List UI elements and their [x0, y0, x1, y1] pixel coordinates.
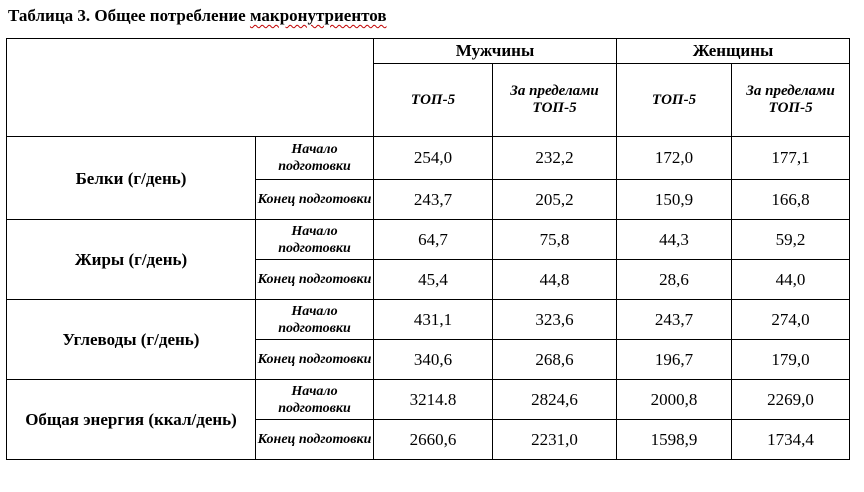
table-cell: 196,7: [617, 340, 732, 380]
row-label-proteins: Белки (г/день): [7, 137, 256, 220]
table-cell: 44,0: [732, 260, 850, 300]
stage-start: Начало подготовки: [256, 220, 374, 260]
row-label-fats: Жиры (г/день): [7, 220, 256, 300]
caption-prefix: Таблица 3. Общее потребление: [8, 6, 250, 25]
table-cell: 2824,6: [493, 380, 617, 420]
table-cell: 166,8: [732, 180, 850, 220]
table-cell: 59,2: [732, 220, 850, 260]
table-cell: 1734,4: [732, 420, 850, 460]
table-cell: 274,0: [732, 300, 850, 340]
row-label-total-energy: Общая энергия (ккал/день): [7, 380, 256, 460]
table-cell: 243,7: [617, 300, 732, 340]
stage-end: Конец подготовки: [256, 420, 374, 460]
stage-start: Начало подготовки: [256, 380, 374, 420]
table-cell: 44,3: [617, 220, 732, 260]
table-cell: 232,2: [493, 137, 617, 180]
caption-underlined-word: макронутриентов: [249, 6, 387, 25]
table-cell: 179,0: [732, 340, 850, 380]
header-group-men: Мужчины: [374, 39, 617, 64]
stage-start: Начало подготовки: [256, 300, 374, 340]
table-cell: 150,9: [617, 180, 732, 220]
table-cell: 44,8: [493, 260, 617, 300]
table-cell: 2660,6: [374, 420, 493, 460]
macronutrient-table: [6, 38, 850, 460]
table-cell: 177,1: [732, 137, 850, 180]
table-cell: 2269,0: [732, 380, 850, 420]
header-women-top5: ТОП-5: [617, 64, 732, 137]
table-cell: 3214.8: [374, 380, 493, 420]
table-cell: 254,0: [374, 137, 493, 180]
header-men-outside-top5: За пределами ТОП-5: [493, 64, 617, 137]
stage-end: Конец подготовки: [256, 260, 374, 300]
table-cell: 172,0: [617, 137, 732, 180]
stage-end: Конец подготовки: [256, 180, 374, 220]
table-cell: 2231,0: [493, 420, 617, 460]
table-cell: 323,6: [493, 300, 617, 340]
table-cell: 243,7: [374, 180, 493, 220]
table-cell: 45,4: [374, 260, 493, 300]
table-cell: 28,6: [617, 260, 732, 300]
table-cell: 64,7: [374, 220, 493, 260]
table-cell: 268,6: [493, 340, 617, 380]
table-cell: 1598,9: [617, 420, 732, 460]
table-caption: [8, 6, 387, 26]
header-corner: [7, 39, 374, 137]
table-cell: 431,1: [374, 300, 493, 340]
table-cell: 75,8: [493, 220, 617, 260]
stage-start: Начало подготовки: [256, 137, 374, 180]
table-cell: 340,6: [374, 340, 493, 380]
header-men-top5: ТОП-5: [374, 64, 493, 137]
table-cell: 2000,8: [617, 380, 732, 420]
row-label-carbohydrates: Углеводы (г/день): [7, 300, 256, 380]
header-group-women: Женщины: [617, 39, 850, 64]
header-women-outside-top5: За пределами ТОП-5: [732, 64, 850, 137]
stage-end: Конец подготовки: [256, 340, 374, 380]
table-cell: 205,2: [493, 180, 617, 220]
